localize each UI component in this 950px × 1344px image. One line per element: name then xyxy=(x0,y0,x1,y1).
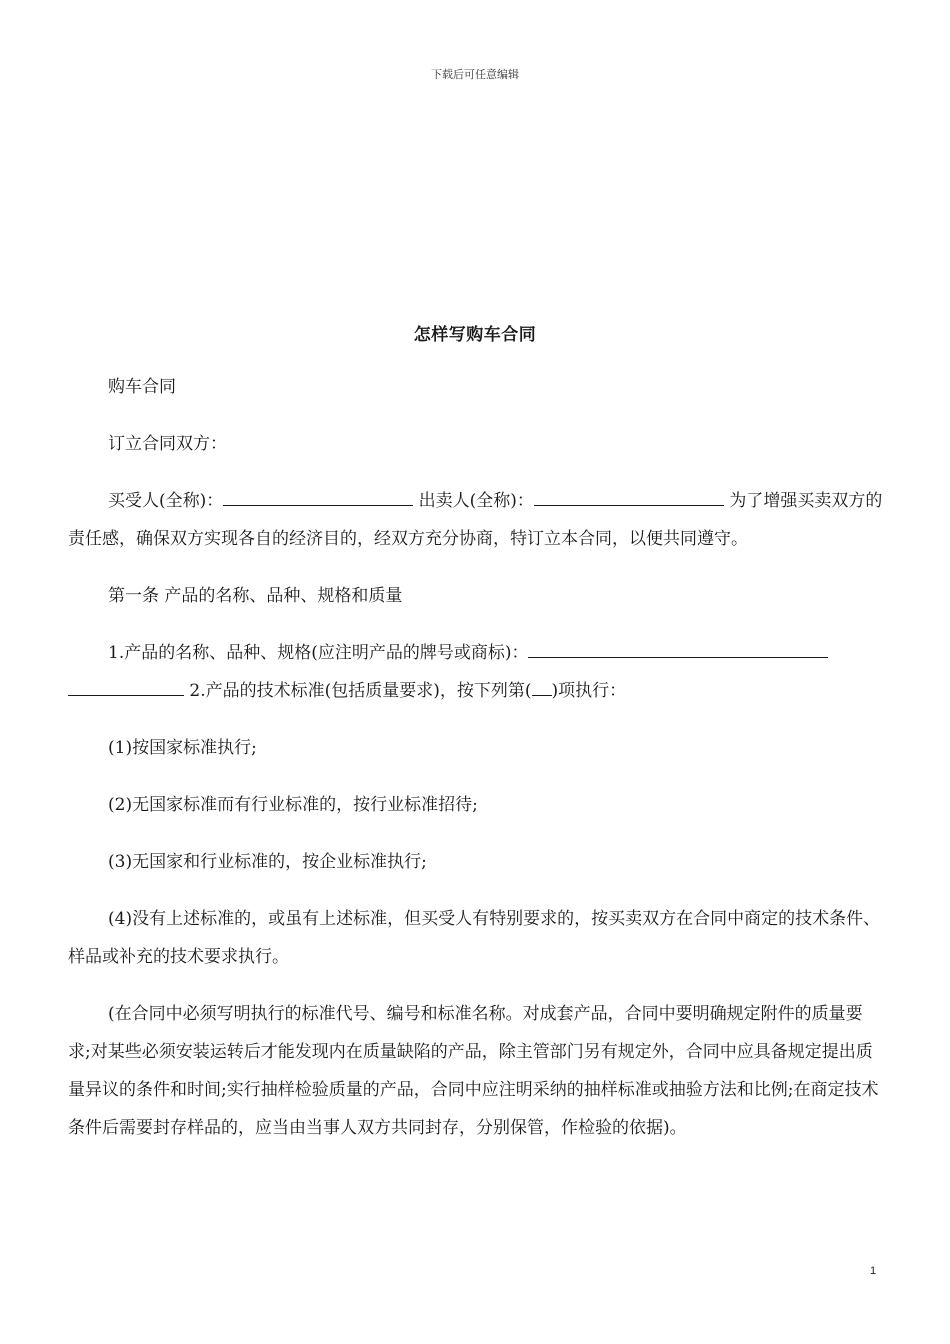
parties-intro: 订立合同双方： xyxy=(108,434,227,454)
page-number: 1 xyxy=(870,1265,877,1277)
document-body xyxy=(68,368,884,1147)
product-spec-blank-cont xyxy=(68,675,184,696)
option-4: (4)没有上述标准的，或虽有上述标准，但买受人有特别要求的，按买卖双方在合同中商定的技术条件、样品或补充的技术要求执行。 xyxy=(68,909,881,967)
seller-name-blank xyxy=(534,485,724,506)
buyer-label: 买受人(全称)： xyxy=(108,491,224,511)
parties-paragraph xyxy=(68,482,884,558)
item-2-tail: )项执行： xyxy=(551,681,627,701)
contract-name: 购车合同 xyxy=(108,377,176,397)
purpose-text: 为了增强买卖双方的责任感，确保双方实现各自的经济目的，经双方充分协商，特订立本合同，以便共同遵守。 xyxy=(68,491,883,549)
items-paragraph xyxy=(68,634,884,710)
document-title: 怎样写购车合同 xyxy=(413,325,537,345)
item-2-label: 2.产品的技术标准(包括质量要求)，按下列第( xyxy=(189,681,532,701)
option-1: (1)按国家标准执行; xyxy=(108,738,257,758)
article-1-title: 第一条 产品的名称、品种、规格和质量 xyxy=(108,586,403,606)
buyer-name-blank xyxy=(223,485,413,506)
product-spec-blank xyxy=(528,637,828,658)
item-1-label: 1.产品的名称、品种、规格(应注明产品的牌号或商标)： xyxy=(108,643,529,663)
note-paragraph: (在合同中必须写明执行的标准代号、编号和标准名称。对成套产品，合同中要明确规定附件的质量要求;对某些必须安装运转后才能发现内在质量缺陷的产品，除主管部门另有规定外，合同中应具备规定提出质量异议的条件和时间;实行抽样检验质量的产品，合同中应注明采纳的抽样标准或抽验方法和比例;在商定技术条件后需要封存样品的，应当由当事人双方共同封存，分别保管，作检验的依据)。 xyxy=(68,1004,879,1138)
seller-label: 出卖人(全称)： xyxy=(418,491,534,511)
standard-option-blank xyxy=(532,675,552,696)
header-note: 下载后可任意编辑 xyxy=(431,68,519,81)
option-2: (2)无国家标准而有行业标准的，按行业标准招待; xyxy=(108,795,478,815)
option-3: (3)无国家和行业标准的，按企业标准执行; xyxy=(108,852,427,872)
